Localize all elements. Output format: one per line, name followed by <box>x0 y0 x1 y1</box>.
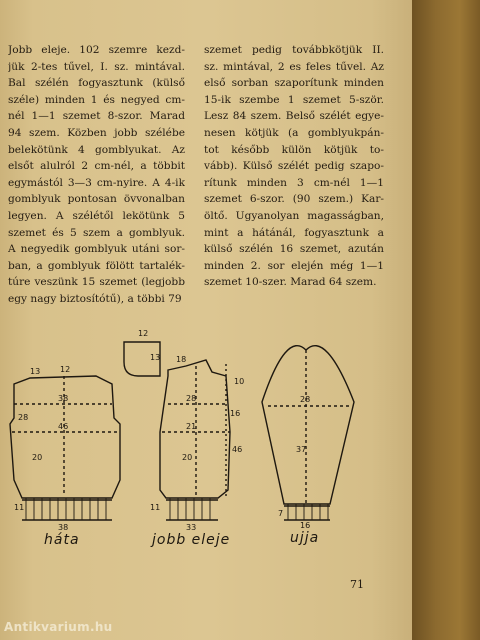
front-caption: jobb eleje <box>152 532 231 548</box>
right-column-line: rítunk minden 3 cm-nél 1—1 <box>204 176 384 189</box>
pocket-label-2: 13 <box>150 353 161 362</box>
right-column-line: első sorban szaporítunk minden <box>204 77 384 90</box>
right-column-line: sz. mintával, 2 es feles tűvel. Az <box>204 60 384 73</box>
right-column-line: szemet 10-szer. Marad 64 szem. <box>204 276 377 289</box>
left-column-line: legyen. A szélétől lekötünk 5 <box>8 209 185 222</box>
front-label-4: 21 <box>186 422 197 431</box>
back-label-2: 12 <box>60 365 71 374</box>
left-column-line: 94 szem. Közben jobb szélébe <box>8 126 185 139</box>
front-label-3: 28 <box>186 394 197 403</box>
sleeve-pattern <box>262 346 354 520</box>
left-column-line: elsőt alulról 2 cm-nél, a többit <box>8 160 185 173</box>
right-column-line: Lesz 84 szem. Belső szélét egye- <box>204 110 384 123</box>
back-label-4: 28 <box>18 413 29 422</box>
left-column-line: túre veszünk 15 szemet (legjobb <box>8 276 185 289</box>
left-column-line: széle) minden 1 és negyed cm- <box>8 93 185 106</box>
page-number: 71 <box>350 578 364 591</box>
left-column-line: ban, a gomblyuk fölött tartalék- <box>8 259 185 272</box>
sleeve-label-4: 16 <box>300 521 311 530</box>
back-label-7: 11 <box>14 503 25 512</box>
back-label-6: 20 <box>32 453 43 462</box>
front-label-9: 33 <box>186 523 197 532</box>
book-edge <box>412 0 480 640</box>
left-column-line: Bal szélén fogyasztunk (külső <box>8 77 185 90</box>
text-column-left <box>8 42 185 308</box>
right-column-line: vább). Külső szélét pedig szapo- <box>204 160 384 173</box>
front-label-2: 18 <box>176 355 187 364</box>
right-column-line: mint a hátánál, fogyasztunk a <box>204 226 384 239</box>
right-column-line: külső szélén 16 szemet, azután <box>204 243 384 256</box>
left-column-line: egymástól 3—3 cm-nyire. A 4-ik <box>8 176 185 189</box>
front-label-1: 10 <box>234 377 245 386</box>
right-column-line: szemet pedig továbbkötjük II. <box>204 44 384 56</box>
left-column-line: nél 1—1 szemet 8-szor. Marad <box>8 110 185 123</box>
left-column-line: jük 2-tes tűvel, I. sz. mintával. <box>8 60 185 73</box>
sleeve-label-2: 37 <box>296 445 307 454</box>
sleeve-caption: ujja <box>290 530 320 546</box>
left-column-line: egy nagy biztosítótű), a többi 79 <box>8 292 182 305</box>
left-column-line: Jobb eleje. 102 szemre kezd- <box>8 44 185 56</box>
left-column-line: belekötünk 4 gomblyukat. Az <box>8 143 185 156</box>
watermark: Antikvarium.hu <box>4 620 113 634</box>
right-column-line: tot később külön kötjük to- <box>204 143 384 156</box>
right-column-line: öltő. Ugyanolyan magasságban, <box>204 209 384 222</box>
front-label-6: 16 <box>230 409 241 418</box>
back-label-3: 38 <box>58 394 69 403</box>
front-label-5: 46 <box>232 445 243 454</box>
sleeve-label-1: 28 <box>300 395 311 404</box>
front-pattern <box>160 360 230 520</box>
left-column-line: A negyedik gomblyuk utáni sor- <box>8 243 185 256</box>
front-label-8: 11 <box>150 503 161 512</box>
text-column-right <box>204 42 384 291</box>
back-label-8: 38 <box>58 523 69 532</box>
front-label-7: 20 <box>182 453 193 462</box>
right-column-line: szemet 6-szor. (90 szem.) Kar- <box>204 193 384 206</box>
back-caption: háta <box>44 532 80 548</box>
right-column-line: minden 2. sor elején még 1—1 <box>204 259 384 272</box>
left-column-line: gomblyuk pontosan övvonalban <box>8 193 185 206</box>
back-label-5: 46 <box>58 422 69 431</box>
right-column-line: 15-ik szembe 1 szemet 5-ször. <box>204 93 384 106</box>
right-column-line: nesen kötjük (a gomblyukpán- <box>204 126 384 139</box>
left-column-line: szemet és 5 szem a gomblyuk. <box>8 226 185 239</box>
pocket-label-1: 12 <box>138 329 149 338</box>
sleeve-label-3: 7 <box>278 509 284 518</box>
back-label-1: 13 <box>30 367 41 376</box>
pattern-diagrams <box>0 320 412 560</box>
